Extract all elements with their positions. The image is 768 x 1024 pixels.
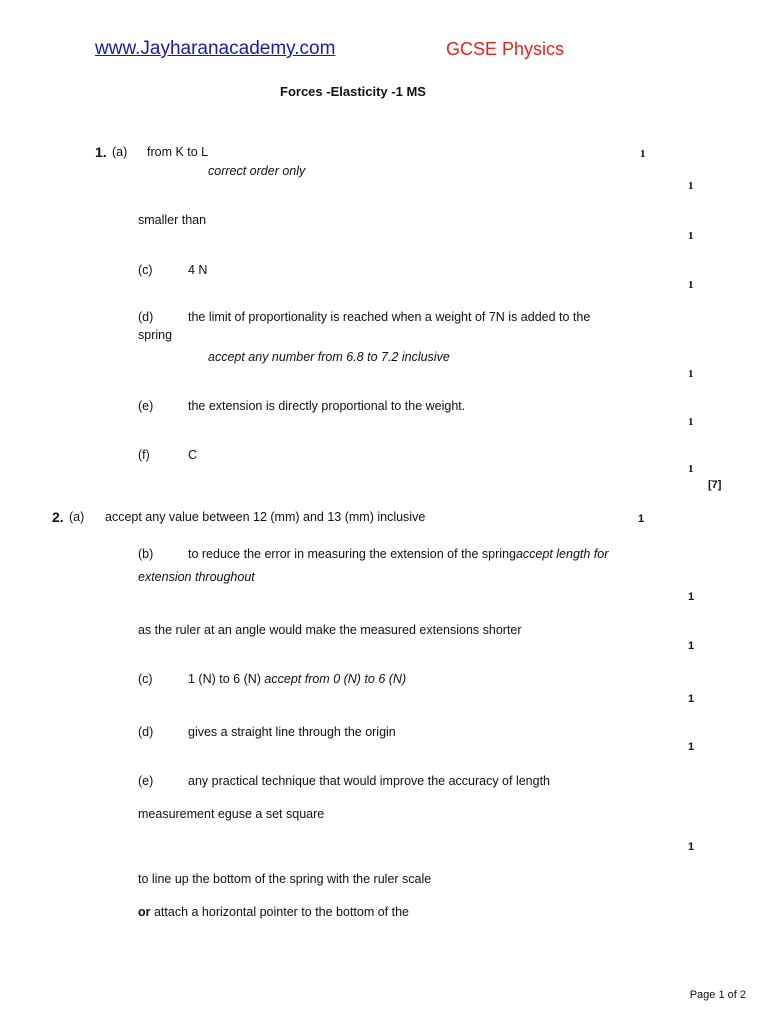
question-2-number: 2.	[52, 509, 64, 525]
q2c-answer-text: 1 (N) to 6 (N)	[188, 672, 261, 686]
q2e-answer-3: to line up the bottom of the spring with the ruler scale	[138, 872, 432, 886]
q2d-answer: gives a straight line through the origin	[188, 725, 396, 739]
subject-title: GCSE Physics	[446, 39, 565, 59]
q1d-answer: the limit of proportionality is reached when a weight of 7N is added to the	[188, 310, 591, 324]
q1f-mark: 1	[688, 463, 694, 475]
q2a-answer: accept any value between 12 (mm) and 13 (mm) inclusive	[105, 510, 426, 524]
q1c-mark: 1	[688, 279, 694, 291]
q1a-mark-2: 1	[688, 180, 694, 192]
q1e-answer: the extension is directly proportional to the weight.	[188, 399, 466, 413]
q2e-answer-4-text: attach a horizontal pointer to the bottom of the	[153, 905, 410, 919]
q2c-note: accept from 0 (N) to 6 (N)	[264, 672, 407, 686]
q1d-answer-cont: spring	[138, 328, 173, 342]
q1d-note: accept any number from 6.8 to 7.2 inclusive	[208, 350, 450, 364]
q2b-label: (b)	[138, 547, 154, 561]
q2b-mark: 1	[688, 591, 695, 603]
q1d-mark: 1	[688, 368, 694, 380]
q2e-answer: any practical technique that would improve the accuracy of length	[188, 774, 551, 788]
q2c-answer	[188, 672, 406, 686]
q2a-label: (a)	[69, 510, 85, 524]
q2b-note-cont: extension throughout	[138, 570, 255, 584]
q1c-answer: 4 N	[188, 263, 208, 277]
q1a-label: (a)	[112, 145, 128, 159]
q1e-mark: 1	[688, 416, 694, 428]
q2b-mark-2: 1	[688, 640, 695, 652]
q1c-label: (c)	[138, 263, 153, 277]
q1a-mark: 1	[640, 148, 646, 160]
q2b-note: accept length for	[515, 547, 609, 561]
q1b-answer: smaller than	[138, 213, 207, 227]
q1-total-marks: [7]	[708, 479, 722, 491]
q1d-label: (d)	[138, 310, 154, 324]
q2d-label: (d)	[138, 725, 154, 739]
q2e-answer-4	[138, 905, 409, 919]
q1e-label: (e)	[138, 399, 154, 413]
q2e-answer-cont: measurement eguse a set square	[138, 807, 325, 821]
q1a-answer: from K to L	[147, 145, 209, 159]
q2e-label: (e)	[138, 774, 154, 788]
q1f-label: (f)	[138, 448, 150, 462]
q2b-answer-text: to reduce the error in measuring the extension of the spring	[188, 547, 516, 561]
page-number: Page 1 of 2	[689, 989, 746, 1001]
question-1-number: 1.	[95, 144, 107, 160]
q2a-mark: 1	[638, 513, 645, 525]
or-keyword: or	[138, 905, 151, 919]
q1b-mark: 1	[688, 230, 694, 242]
q2b-answer	[188, 547, 608, 561]
q2c-label: (c)	[138, 672, 153, 686]
q2d-mark: 1	[688, 741, 695, 753]
q1f-answer: C	[188, 448, 198, 462]
q2c-mark: 1	[688, 693, 695, 705]
page-title: Forces -Elasticity -1 MS	[280, 84, 426, 99]
q1a-note: correct order only	[208, 164, 306, 178]
q2e-mark: 1	[688, 841, 695, 853]
website-link[interactable]: www.Jayharanacademy.com	[95, 38, 336, 59]
q2b-answer-2: as the ruler at an angle would make the measured extensions shorter	[138, 623, 522, 637]
